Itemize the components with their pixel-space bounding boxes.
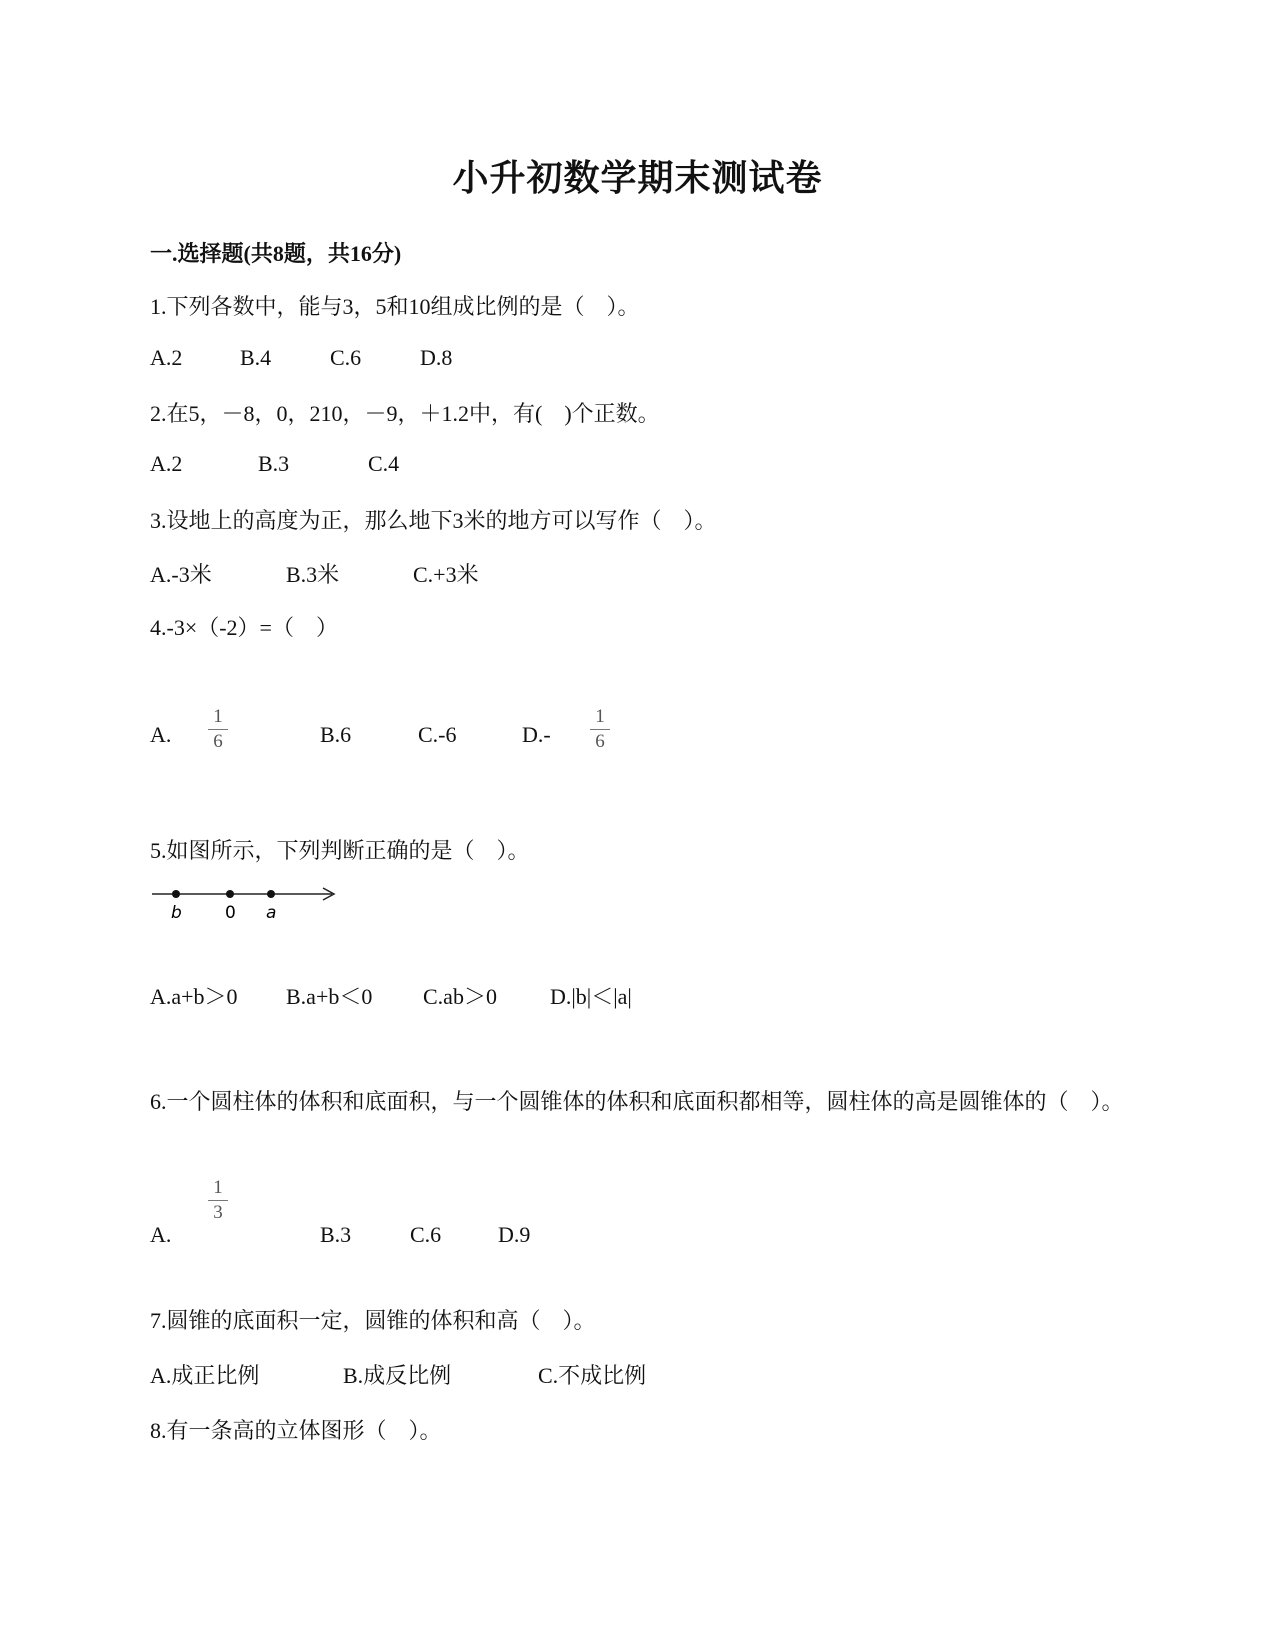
q6-option-a: A. [150,1222,172,1247]
fraction-denominator: 3 [213,1202,223,1223]
q4-option-b: B.6 [320,722,352,747]
q4-option-a: A. [150,722,172,747]
q1-option-b: B.4 [240,345,272,370]
number-line-figure [150,880,350,925]
fraction-denominator: 6 [213,731,223,752]
question-8-stem: 8.有一条高的立体图形（ ）。 [150,1418,442,1443]
question-5-stem: 5.如图所示，下列判断正确的是（ ）。 [150,838,530,863]
q6-fraction-a [208,1178,228,1223]
q6-option-b: B.3 [320,1222,352,1247]
q5-option-a: A.a+b＞0 [150,984,238,1009]
q4-option-c: C.-6 [418,722,457,747]
q5-option-b: B.a+b＜0 [286,984,373,1009]
q1-option-c: C.6 [330,345,362,370]
q5-option-c: C.ab＞0 [423,984,497,1009]
q6-option-d: D.9 [498,1222,531,1247]
q6-option-c: C.6 [410,1222,442,1247]
q2-option-b: B.3 [258,451,290,476]
q4-fraction-d [590,707,610,752]
label-b: b [171,903,182,923]
fraction-numerator: 1 [595,706,605,727]
fraction-numerator: 1 [213,706,223,727]
q5-option-d: D.|b|＜|a| [550,984,632,1009]
fraction-bar [590,729,610,730]
q7-option-a: A.成正比例 [150,1363,260,1388]
section-heading: 一.选择题(共8题，共16分) [150,241,402,266]
q2-option-a: A.2 [150,451,183,476]
fraction-bar [208,1200,228,1201]
q1-option-a: A.2 [150,345,183,370]
page-title: 小升初数学期末测试卷 [452,158,823,198]
fraction-bar [208,729,228,730]
q1-option-d: D.8 [420,345,453,370]
q3-option-b: B.3米 [286,562,340,587]
point-b [172,890,180,898]
q2-option-c: C.4 [368,451,400,476]
q3-option-c: C.+3米 [413,562,479,587]
fraction-denominator: 6 [595,731,605,752]
label-zero: 0 [225,903,236,923]
point-zero [226,890,234,898]
question-7-stem: 7.圆锥的底面积一定，圆锥的体积和高（ ）。 [150,1308,596,1333]
question-6-stem: 6.一个圆柱体的体积和底面积，与一个圆锥体的体积和底面积都相等，圆柱体的高是圆锥体的（ ）。 [150,1089,1124,1114]
q7-option-b: B.成反比例 [343,1363,452,1388]
q7-option-c: C.不成比例 [538,1363,647,1388]
question-2-stem: 2.在5，－8，0，210，－9，＋1.2中，有( )个正数。 [150,401,660,426]
q4-option-d: D.- [522,722,551,747]
question-3-stem: 3.设地上的高度为正，那么地下3米的地方可以写作（ ）。 [150,508,717,533]
question-4-stem: 4.-3×（-2）=（ ） [150,615,338,640]
fraction-numerator: 1 [213,1177,223,1198]
q3-option-a: A.-3米 [150,562,212,587]
question-1-stem: 1.下列各数中，能与3，5和10组成比例的是（ ）。 [150,294,640,319]
point-a [267,890,275,898]
q4-fraction-a [208,707,228,752]
label-a: a [266,903,277,923]
